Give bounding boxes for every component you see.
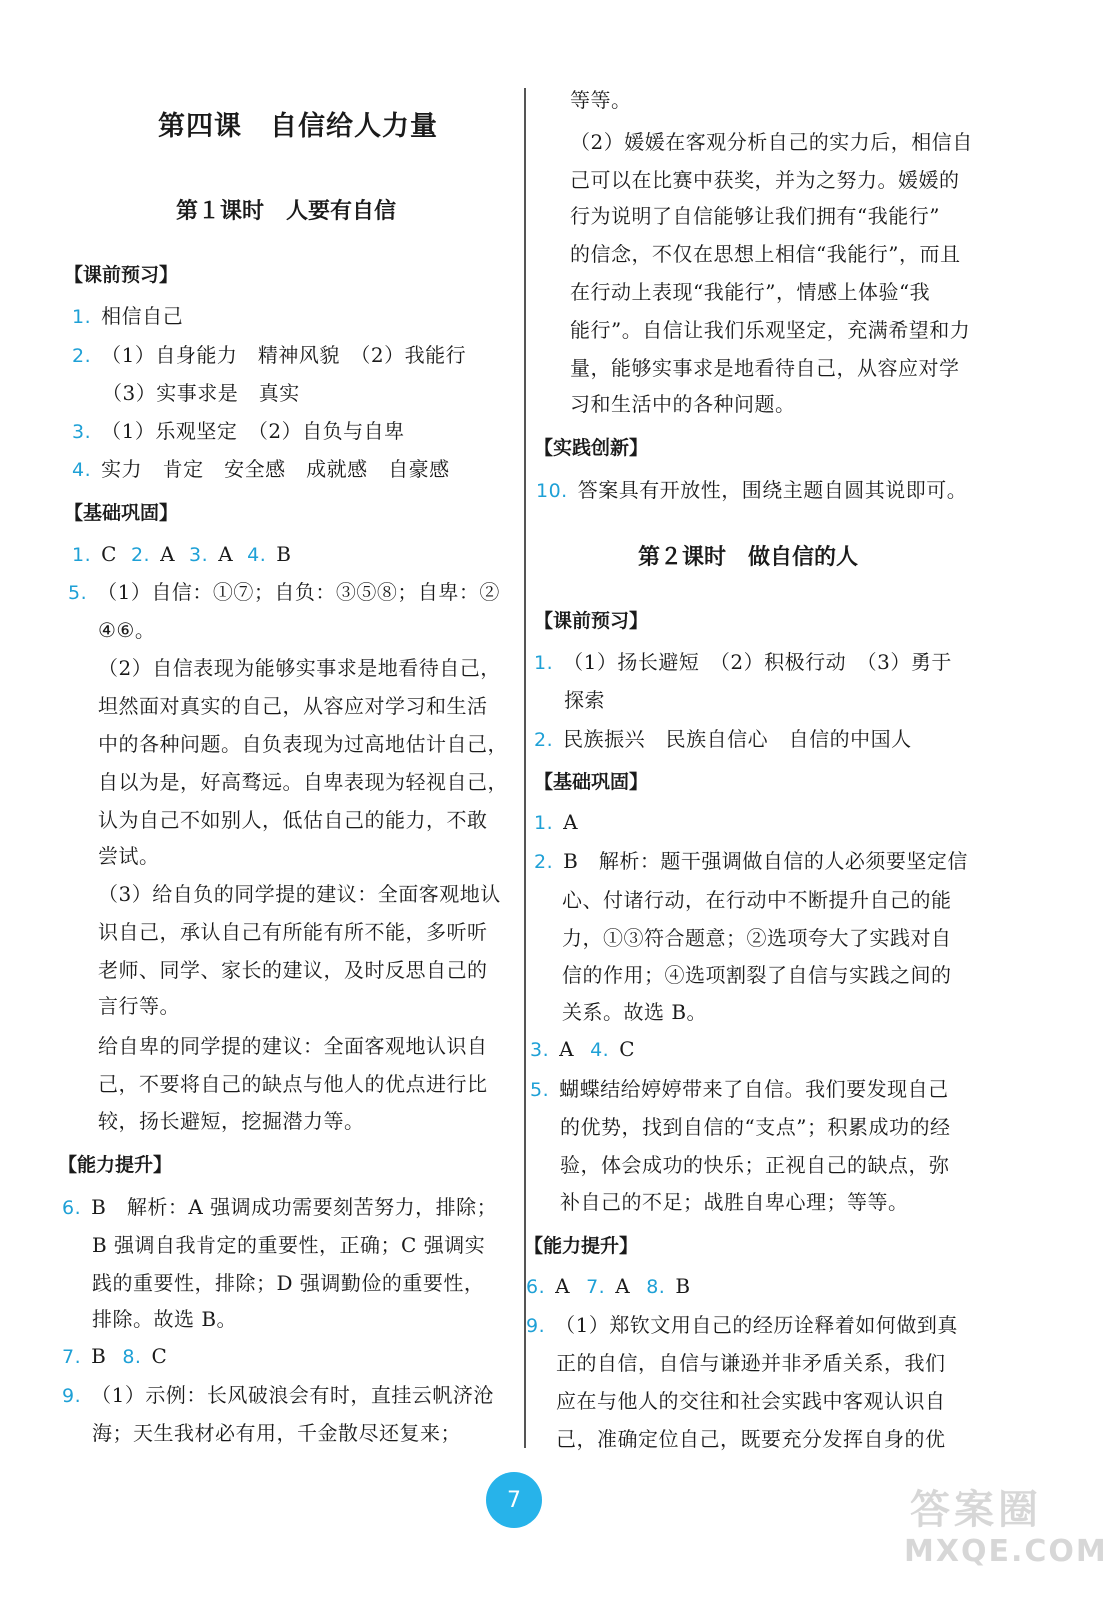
lesson-title: 第四课 自信给人力量 <box>158 111 438 142</box>
answer-text: 等等。 <box>570 88 632 112</box>
watermark-logo <box>900 1478 1108 1578</box>
answer-text: 验，体会成功的快乐；正视自己的缺点，弥 <box>560 1153 950 1177</box>
answer-text: B <box>91 1344 107 1368</box>
q-number: 7. <box>62 1346 82 1368</box>
q-number: 2. <box>534 851 554 873</box>
answer-text: 言行等。 <box>98 994 180 1018</box>
answer-text: B 强调自我肯定的重要性，正确；C 强调实 <box>92 1233 486 1257</box>
answer-text: 正的自信，自信与谦逊并非矛盾关系，我们 <box>556 1351 946 1375</box>
answer-text: 尝试。 <box>98 844 160 868</box>
answer-text: 己，准确定位自己，既要充分发挥自身的优 <box>556 1427 946 1451</box>
answer-text: 习和生活中的各种问题。 <box>570 392 796 416</box>
answer-text: ④⑥。 <box>98 618 156 642</box>
q-number: 1. <box>72 544 92 566</box>
answer-text: 相信自己 <box>101 304 184 328</box>
section-ability-p2: 【能力提升】 <box>524 1235 639 1257</box>
answer-text: 信的作用；④选项割裂了自信与实践之间的 <box>562 963 952 987</box>
q-number: 3. <box>72 421 92 443</box>
answer-text: （3）给自负的同学提的建议：全面客观地认 <box>98 882 501 906</box>
q-number: 5. <box>530 1079 550 1101</box>
answer-text: 认为自己不如别人，低估自己的能力，不敢 <box>98 808 488 832</box>
answer-text: （1）扬长避短 （2）积极行动 （3）勇于 <box>563 650 952 674</box>
section-basic-p1: 【基础巩固】 <box>64 502 179 524</box>
answer-text: C <box>151 1344 168 1368</box>
answer-text: 民族振兴 民族自信心 自信的中国人 <box>563 727 912 751</box>
answer-text: 海；天生我材必有用，千金散尽还复来； <box>92 1421 461 1445</box>
answer-text: 行为说明了自信能够让我们拥有“我能行” <box>570 204 940 228</box>
q-number: 7. <box>586 1276 606 1298</box>
answer-text: 蝴蝶结给婷婷带来了自信。我们要发现自己 <box>559 1077 949 1101</box>
section-practice-p1: 【实践创新】 <box>534 437 649 459</box>
q-number: 4. <box>72 459 92 481</box>
q-number: 2. <box>534 729 554 751</box>
answer-text: 力，①③符合题意；②选项夸大了实践对自 <box>562 926 952 950</box>
page-number-badge: 7 <box>486 1472 542 1528</box>
q-number: 9. <box>526 1315 546 1337</box>
answer-text: 量，能够实事求是地看待自己，从容应对学 <box>570 356 960 380</box>
q-number: 4. <box>247 544 267 566</box>
answer-text: 践的重要性，排除；D 强调勤俭的重要性， <box>92 1271 485 1295</box>
q-number: 1. <box>534 652 554 674</box>
q-number: 3. <box>530 1039 550 1061</box>
answer-text: 较，扬长避短，挖掘潜力等。 <box>98 1109 365 1133</box>
answer-text: 自以为是，好高骛远。自卑表现为轻视自己， <box>98 770 508 794</box>
answer-text: A <box>563 810 579 834</box>
answer-text: A <box>160 542 176 566</box>
answer-text: （1）示例：长风破浪会有时，直挂云帆济沧 <box>91 1383 494 1407</box>
watermark-line2: MXQE.COM <box>904 1534 1108 1569</box>
answer-text: （2）媛媛在客观分析自己的实力后，相信自 <box>570 130 973 154</box>
watermark-line1: 答案圈 <box>910 1487 1042 1533</box>
section-ability-p1: 【能力提升】 <box>58 1154 173 1176</box>
q-number: 2. <box>130 544 151 566</box>
answer-text: 中的各种问题。自负表现为过高地估计自己， <box>98 732 508 756</box>
q-number: 10. <box>536 480 568 502</box>
answer-text: 应在与他人的交往和社会实践中客观认识自 <box>556 1389 946 1413</box>
q-number: 6. <box>62 1197 82 1219</box>
answer-text: 老师、同学、家长的建议，及时反思自己的 <box>98 958 488 982</box>
answer-text: （1）自信：①⑦；自负：③⑤⑧；自卑：② <box>97 580 500 604</box>
q-number: 8. <box>646 1276 666 1298</box>
answer-text: B 解析：题干强调做自信的人必须要坚定信 <box>563 849 968 873</box>
answer-text: 给自卑的同学提的建议：全面客观地认识自 <box>98 1034 488 1058</box>
answer-text: C <box>619 1037 636 1061</box>
answer-text: 坦然面对真实的自己，从容应对学习和生活 <box>98 694 488 718</box>
answer-text: （1）乐观坚定 （2）自负与自卑 <box>101 419 405 443</box>
answer-text: （3）实事求是 真实 <box>102 381 300 405</box>
q-number: 2. <box>72 345 92 367</box>
answer-text: A <box>559 1037 575 1061</box>
answer-text: （2）自信表现为能够实事求是地看待自己， <box>98 656 501 680</box>
q-number: 4. <box>590 1039 610 1061</box>
answer-text: C <box>101 542 117 566</box>
answer-text: 在行动上表现“我能行”，情感上体验“我 <box>570 280 931 304</box>
period1-title: 第１课时 人要有自信 <box>176 198 397 224</box>
q-number: 6. <box>526 1276 546 1298</box>
answer-text: 识自己，承认自己有所能有所不能，多听听 <box>98 920 488 944</box>
answer-text: 的信念，不仅在思想上相信“我能行”，而且 <box>570 242 961 266</box>
q-number: 3. <box>189 544 209 566</box>
answer-text: A <box>615 1274 631 1298</box>
answer-text: 答案具有开放性，围绕主题自圆其说即可。 <box>577 478 968 502</box>
answer-text: （1）郑钦文用自己的经历诠释着如何做到真 <box>555 1313 958 1337</box>
answer-text: 己可以在比赛中获奖，并为之努力。媛媛的 <box>570 168 960 192</box>
answer-text: 能行”。自信让我们乐观坚定，充满希望和力 <box>570 318 971 342</box>
answer-text: B <box>675 1274 691 1298</box>
section-pre-p1: 【课前预习】 <box>64 264 179 286</box>
answer-text: 心、付诸行动，在行动中不断提升自己的能 <box>562 888 952 912</box>
q-number: 1. <box>72 306 92 328</box>
answer-text: 关系。故选 B。 <box>562 1000 708 1024</box>
answer-text: 探索 <box>564 688 605 712</box>
q-number: 5. <box>68 582 88 604</box>
section-pre-p2: 【课前预习】 <box>534 610 649 632</box>
q-number: 9. <box>62 1385 82 1407</box>
answer-text: B <box>276 542 292 566</box>
q-number: 8. <box>122 1346 142 1368</box>
answer-text: A <box>218 542 234 566</box>
section-basic-p2: 【基础巩固】 <box>534 771 649 793</box>
answer-text: A <box>555 1274 571 1298</box>
q-number: 1. <box>534 812 554 834</box>
answer-text: 补自己的不足；战胜自卑心理；等等。 <box>560 1190 909 1214</box>
answer-text: 己，不要将自己的缺点与他人的优点进行比 <box>98 1072 488 1096</box>
answer-text: 排除。故选 B。 <box>92 1307 238 1331</box>
period2-title: 第２课时 做自信的人 <box>638 544 859 570</box>
answer-text: 实力 肯定 安全感 成就感 自豪感 <box>101 457 450 481</box>
answer-text: （1）自身能力 精神风貌 （2）我能行 <box>101 343 467 367</box>
answer-text: B 解析：A 强调成功需要刻苦努力，排除； <box>91 1195 498 1219</box>
answer-text: 的优势，找到自信的“支点”；积累成功的经 <box>560 1115 951 1139</box>
